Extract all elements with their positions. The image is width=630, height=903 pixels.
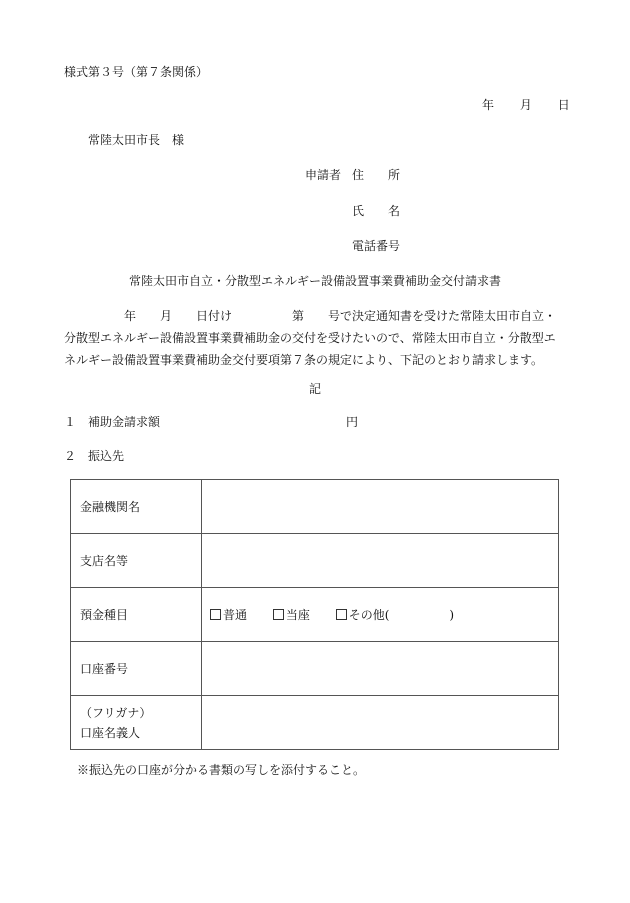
date-month: 月	[519, 98, 532, 112]
account-holder-field[interactable]	[202, 696, 559, 750]
transfer-destination-label: ２ 振込先	[64, 449, 125, 463]
bank-name-field[interactable]	[202, 480, 559, 534]
phone-label: 電話番号	[352, 239, 401, 253]
account-holder-label: 口座名義人	[80, 725, 141, 740]
checkbox-icon	[273, 609, 284, 620]
request-amount-label: １ 補助金請求額	[64, 415, 161, 429]
table-row	[71, 642, 559, 696]
table-row	[71, 696, 559, 750]
body-paragraph	[64, 305, 584, 371]
checkbox-icon	[336, 609, 347, 620]
form-number: 様式第３号（第７条関係）	[64, 65, 209, 79]
deposit-option-label: 普通	[223, 608, 248, 622]
body-line-2: 分散型エネルギー設備設置事業費補助金の交付を受けたいので、常陸太田市自立・分散型エ	[64, 331, 556, 345]
document-title: 常陸太田市自立・分散型エネルギー設備設置事業費補助金交付請求書	[128, 274, 501, 288]
deposit-type-field	[202, 588, 559, 642]
date-line	[482, 97, 570, 113]
body-line-3: ネルギー設備設置事業費補助金交付要項第７条の規定により、下記のとおり請求します。	[64, 353, 544, 367]
account-holder-kana-label: （フリガナ）	[80, 705, 152, 720]
deposit-option-toza[interactable]	[273, 606, 310, 623]
checkbox-icon	[210, 609, 221, 620]
account-holder-label-cell	[71, 696, 202, 750]
branch-label: 支店名等	[71, 534, 202, 588]
body-line-1: 年 月 日付け 第 号で決定通知書を受けた常陸太田市自立・	[64, 309, 557, 323]
branch-field[interactable]	[202, 534, 559, 588]
deposit-type-label: 預金種目	[71, 588, 202, 642]
table-row	[71, 534, 559, 588]
name-label: 氏 名	[352, 204, 401, 218]
account-number-label: 口座番号	[71, 642, 202, 696]
table-row	[71, 480, 559, 534]
date-year: 年	[482, 98, 495, 112]
table-row	[71, 588, 559, 642]
address-label: 住 所	[352, 168, 401, 182]
addressee: 常陸太田市長 様	[88, 133, 185, 147]
bank-account-table	[70, 479, 559, 750]
deposit-option-futsu[interactable]	[210, 606, 247, 623]
date-day: 日	[557, 98, 570, 112]
deposit-option-other[interactable]	[336, 606, 454, 623]
bank-name-label: 金融機関名	[71, 480, 202, 534]
account-number-field[interactable]	[202, 642, 559, 696]
deposit-option-label: 当座	[285, 608, 310, 622]
applicant-label: 申請者	[305, 168, 342, 182]
attachment-note: ※振込先の口座が分かる書類の写しを添付すること。	[77, 763, 366, 777]
ki-heading: 記	[308, 382, 321, 396]
request-amount-unit: 円	[346, 415, 359, 429]
deposit-option-label: その他( )	[348, 608, 455, 622]
